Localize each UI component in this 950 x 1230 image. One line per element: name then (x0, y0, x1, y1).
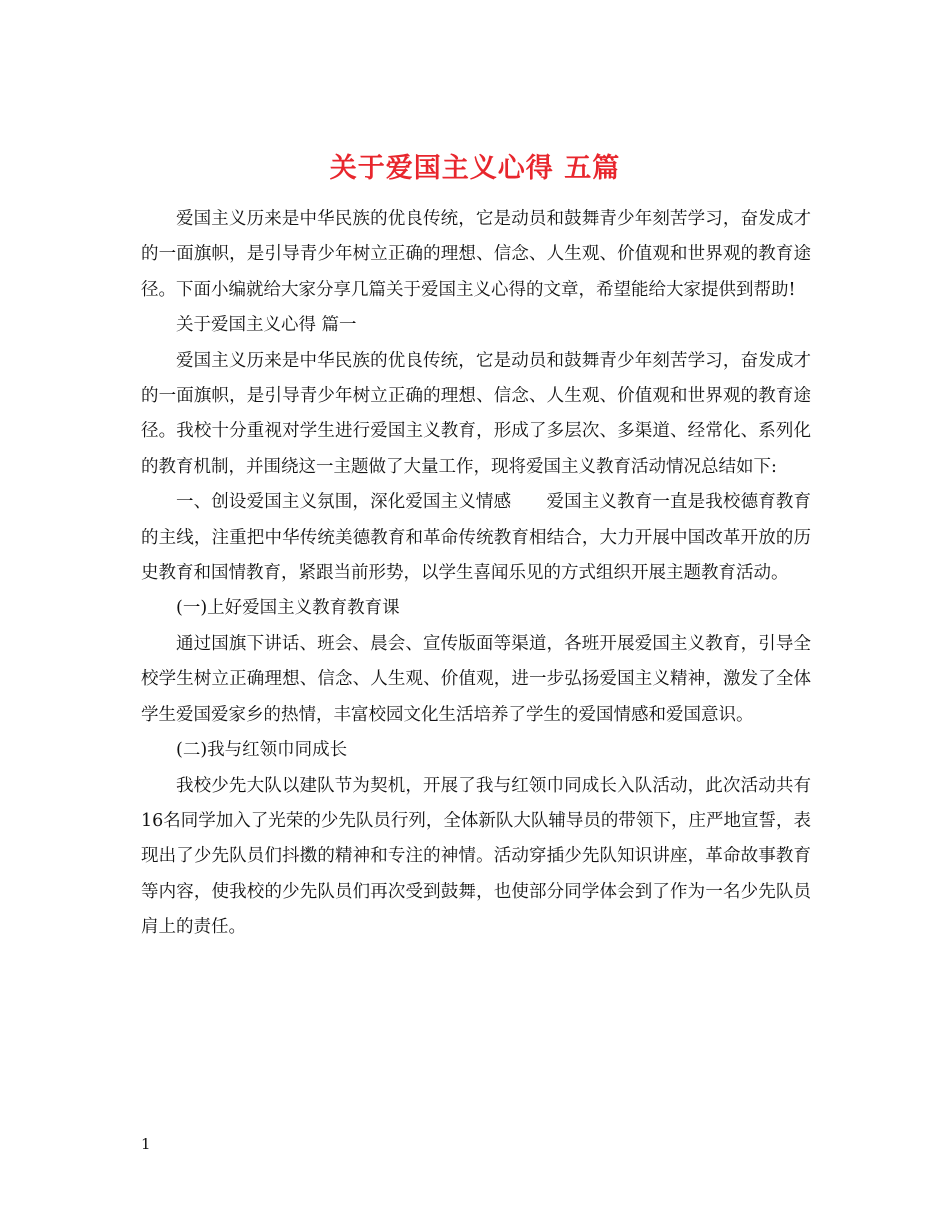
subheading: (二)我与红领巾同成长 (176, 740, 348, 761)
paragraph: 一、创设爱国主义氛围，深化爱国主义情感 爱国主义教育一直是我校德育教育的主线，注重把中华传统美德教育和革命传统教育相结合，大力开展中国改革开放的历史教育和国情教育，紧跟当前形势，以学生喜闻乐见的方式组织开展主题教育活动。 (141, 492, 811, 584)
page-number: 1 (141, 1135, 151, 1153)
paragraph: 我校少先大队以建队节为契机，开展了我与红领巾同成长入队活动，此次活动共有16名同学加入了光荣的少先队员行列，全体新队大队辅导员的带领下，庄严地宣誓，表现出了少先队员们抖擞的精神和专注的神情。活动穿插少先队知识讲座，革命故事教育等内容，使我校的少先队员们再次受到鼓舞，也使部分同学体会到了作为一名少先队员肩上的责任。 (141, 775, 811, 938)
paragraph: 通过国旗下讲话、班会、晨会、宣传版面等渠道，各班开展爱国主义教育，引导全校学生树立正确理想、信念、人生观、价值观，进一步弘扬爱国主义精神，激发了全体学生爱国爱家乡的热情，丰富校园文化生活培养了学生的爱国情感和爱国意识。 (141, 633, 811, 725)
section-heading-part-one: 关于爱国主义心得 篇一 (176, 315, 357, 336)
paragraph: 爱国主义历来是中华民族的优良传统，它是动员和鼓舞青少年刻苦学习，奋发成才的一面旗帜，是引导青少年树立正确的理想、信念、人生观、价值观和世界观的教育途径。我校十分重视对学生进行爱国主义教育，形成了多层次、多渠道、经常化、系列化的教育机制，并围绕这一主题做了大量工作，现将爱国主义教育活动情况总结如下: (141, 350, 811, 477)
subheading: (一)上好爱国主义教育教育课 (176, 598, 400, 619)
document-body (141, 202, 811, 946)
intro-paragraph: 爱国主义历来是中华民族的优良传统，它是动员和鼓舞青少年刻苦学习，奋发成才的一面旗帜，是引导青少年树立正确的理想、信念、人生观、价值观和世界观的教育途径。下面小编就给大家分享几篇关于爱国主义心得的文章，希望能给大家提供到帮助! (141, 209, 811, 300)
page-title: 关于爱国主义心得 五篇 (329, 153, 621, 185)
